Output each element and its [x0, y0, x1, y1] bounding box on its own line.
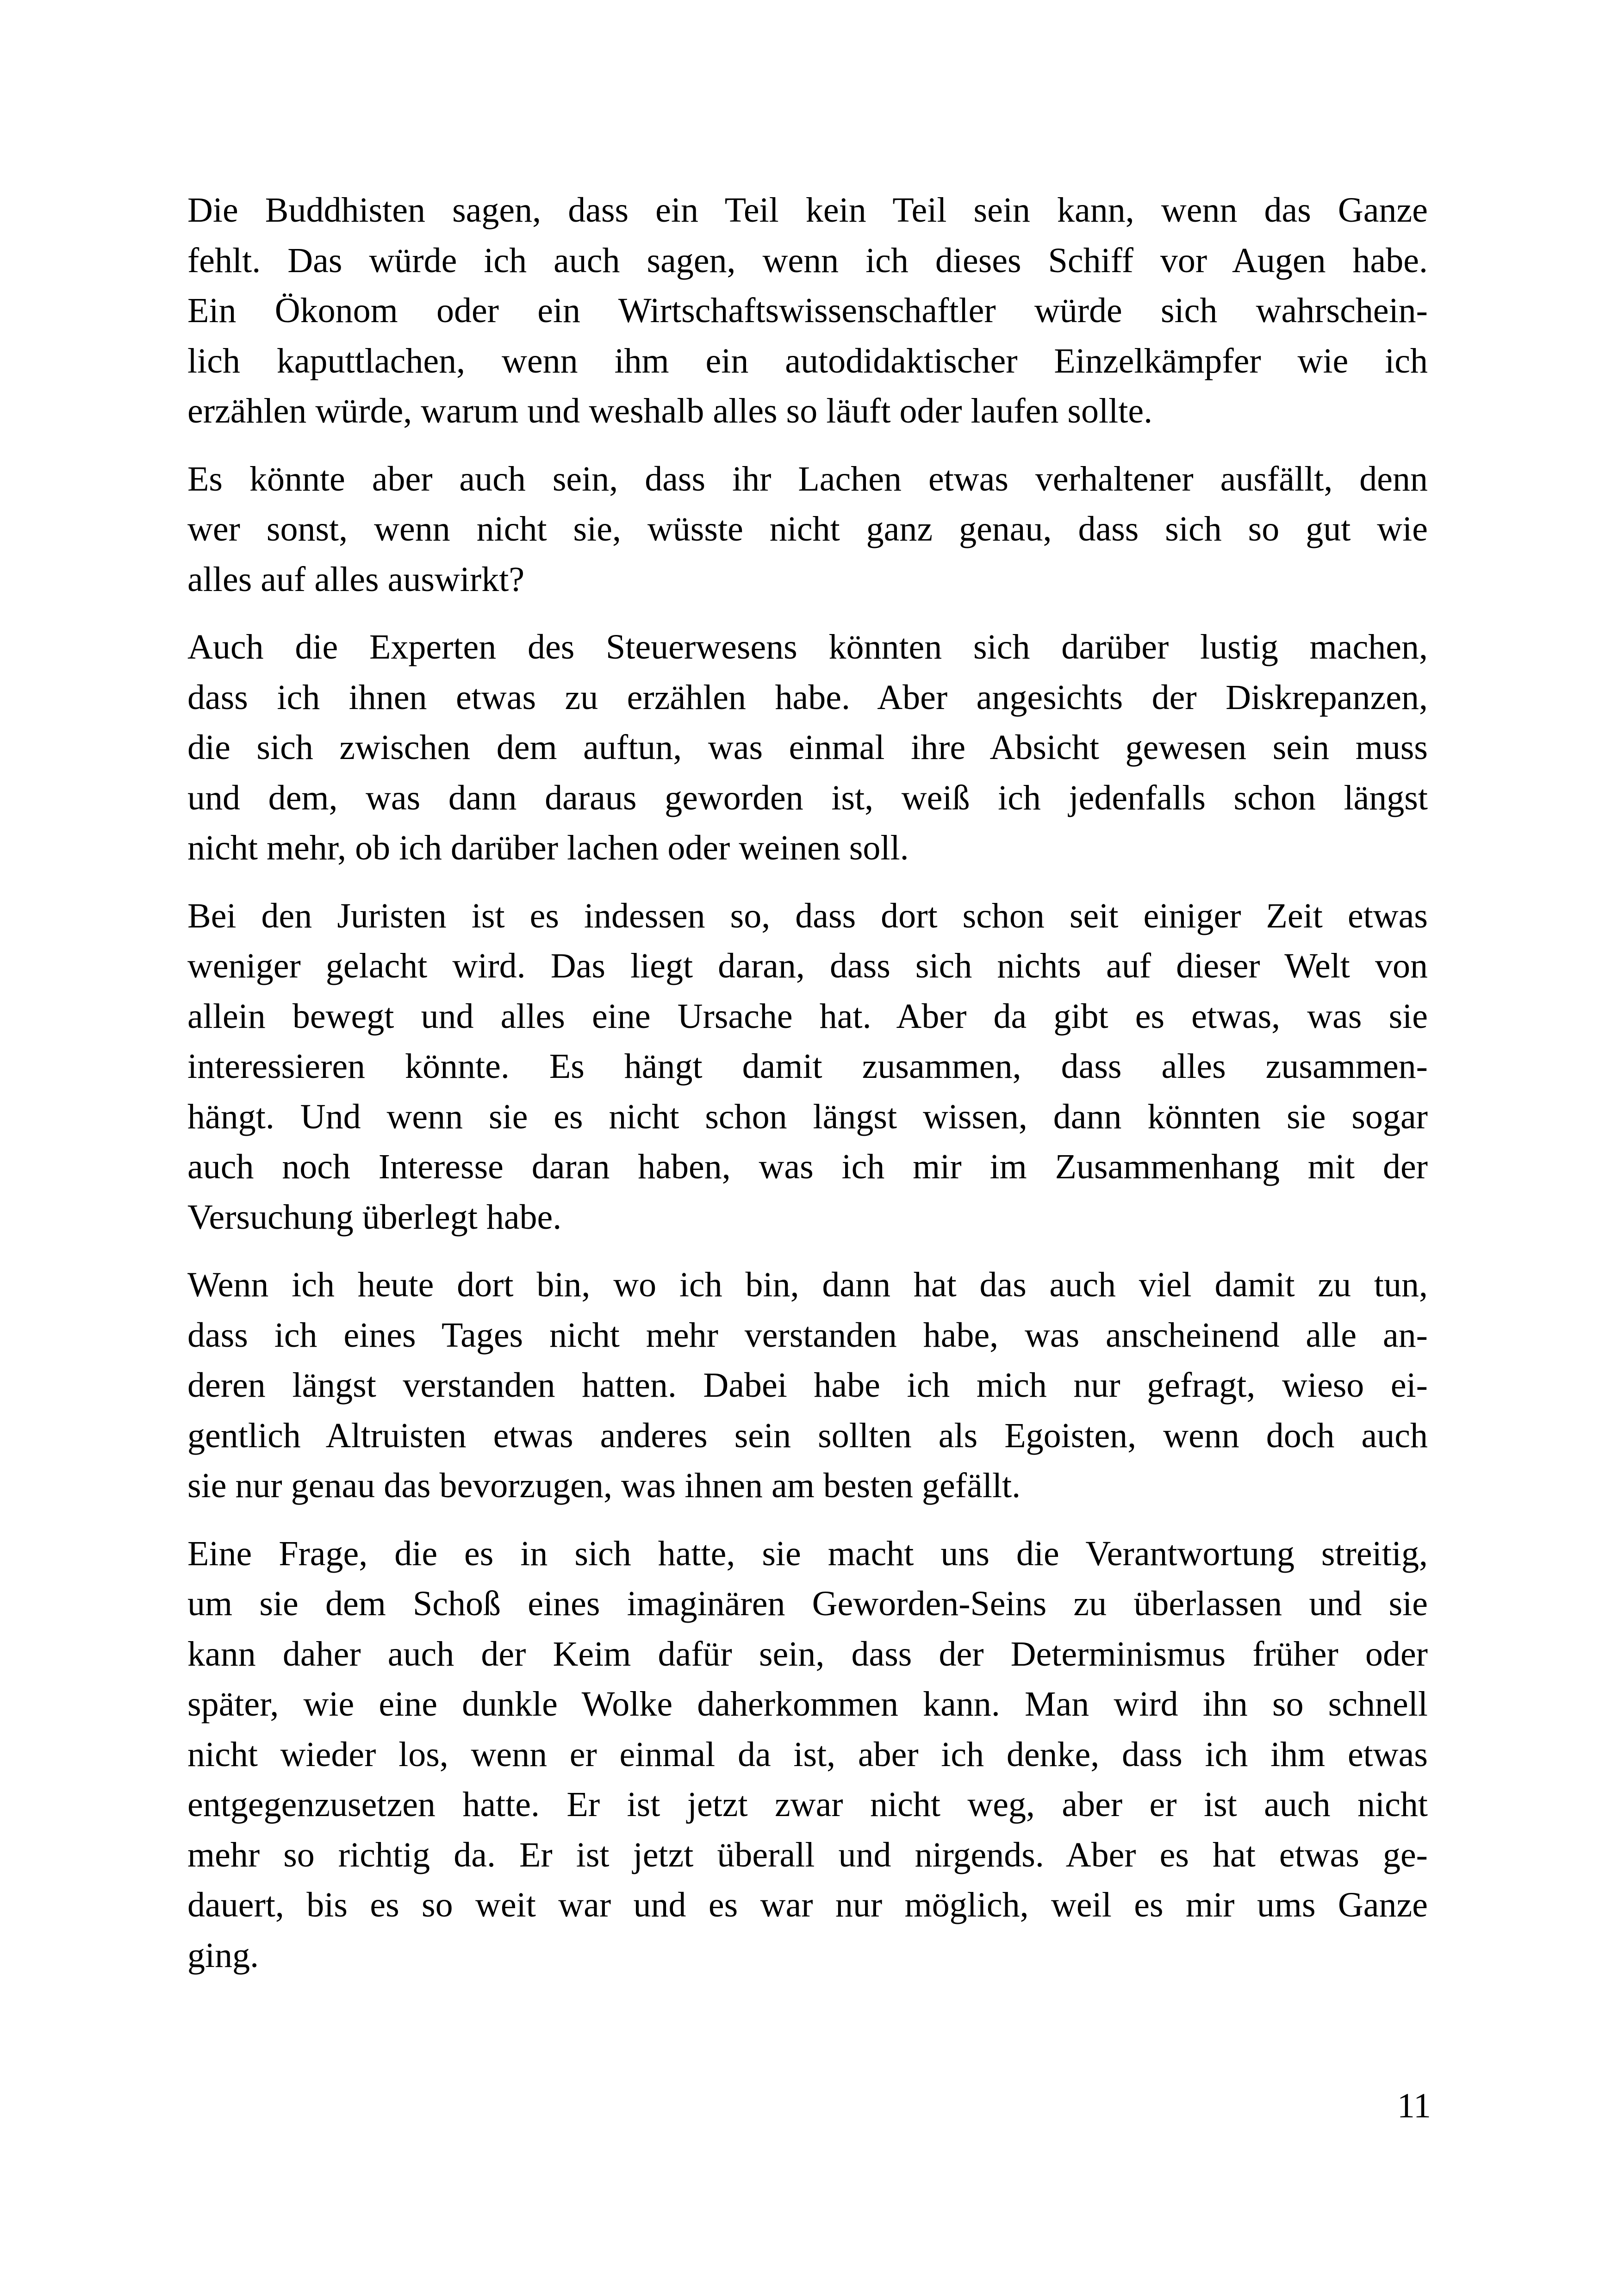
text-line: hängt. Und wenn sie es nicht schon längst wissen, dann könnten sie sogar	[187, 1097, 1428, 1136]
text-line: die sich zwischen dem auftun, was einmal ihre Absicht gewesen sein muss	[187, 728, 1428, 767]
text-line: interessieren könnte. Es hängt damit zusammen, dass alles zusammen-	[187, 1047, 1428, 1086]
text-line: Auch die Experten des Steuerwesens könnten sich darüber lustig machen,	[187, 628, 1428, 666]
text-line: Es könnte aber auch sein, dass ihr Lachen etwas verhaltener ausfällt, denn	[187, 459, 1428, 498]
text-line: dauert, bis es so weit war und es war nur möglich, weil es mir ums Ganze	[187, 1885, 1428, 1924]
paragraph-2	[187, 454, 1428, 605]
text-line: dass ich ihnen etwas zu erzählen habe. Aber angesichts der Diskrepanzen,	[187, 678, 1428, 717]
text-line: alles auf alles auswirkt?	[187, 560, 525, 599]
text-line: wer sonst, wenn nicht sie, wüsste nicht ganz genau, dass sich so gut wie	[187, 510, 1428, 548]
text-line: und dem, was dann daraus geworden ist, weiß ich jedenfalls schon längst	[187, 778, 1428, 817]
text-line: um sie dem Schoß eines imaginären Geworden-Seins zu überlassen und sie	[187, 1584, 1428, 1623]
text-line: sie nur genau das bevorzugen, was ihnen am besten gefällt.	[187, 1466, 1021, 1505]
page-number: 11	[1397, 2086, 1431, 2125]
text-line: ging.	[187, 1935, 259, 1975]
text-line: entgegenzusetzen hatte. Er ist jetzt zwar nicht weg, aber er ist auch nicht	[187, 1785, 1428, 1824]
text-line: allein bewegt und alles eine Ursache hat. Aber da gibt es etwas, was sie	[187, 996, 1428, 1036]
text-line: gentlich Altruisten etwas anderes sein sollten als Egoisten, wenn doch auch	[187, 1416, 1428, 1455]
paragraph-3	[187, 622, 1428, 873]
paragraph-5	[187, 1260, 1428, 1511]
text-line: Die Buddhisten sagen, dass ein Teil kein Teil sein kann, wenn das Ganze	[187, 191, 1428, 230]
text-line: später, wie eine dunkle Wolke daherkommen kann. Man wird ihn so schnell	[187, 1685, 1428, 1724]
text-line: weniger gelacht wird. Das liegt daran, dass sich nichts auf dieser Welt von	[187, 946, 1428, 985]
text-line: Versuchung überlegt habe.	[187, 1197, 562, 1237]
text-line: Ein Ökonom oder ein Wirtschaftswissenschaftler würde sich wahrschein-	[187, 291, 1428, 330]
text-line: Eine Frage, die es in sich hatte, sie macht uns die Verantwortung streitig,	[187, 1534, 1428, 1573]
text-line: deren längst verstanden hatten. Dabei habe ich mich nur gefragt, wieso ei-	[187, 1366, 1428, 1405]
text-line: Bei den Juristen ist es indessen so, dass dort schon seit einiger Zeit etwas	[187, 896, 1428, 935]
text-line: lich kaputtlachen, wenn ihm ein autodidaktischer Einzelkämpfer wie ich	[187, 341, 1428, 380]
body-text	[187, 185, 1428, 1998]
text-line: nicht mehr, ob ich darüber lachen oder weinen soll.	[187, 828, 909, 867]
text-line: dass ich eines Tages nicht mehr verstanden habe, was anscheinend alle an-	[187, 1315, 1428, 1355]
text-line: erzählen würde, warum und weshalb alles so läuft oder laufen sollte.	[187, 392, 1153, 430]
text-line: fehlt. Das würde ich auch sagen, wenn ich dieses Schiff vor Augen habe.	[187, 241, 1428, 280]
text-line: nicht wieder los, wenn er einmal da ist, aber ich denke, dass ich ihm etwas	[187, 1735, 1428, 1774]
paragraph-4	[187, 891, 1428, 1243]
text-line: mehr so richtig da. Er ist jetzt überall und nirgends. Aber es hat etwas ge-	[187, 1835, 1428, 1874]
paragraph-1	[187, 185, 1428, 436]
text-line: Wenn ich heute dort bin, wo ich bin, dann hat das auch viel damit zu tun,	[187, 1265, 1428, 1304]
text-line: kann daher auch der Keim dafür sein, dass der Determinismus früher oder	[187, 1634, 1428, 1674]
paragraph-6	[187, 1529, 1428, 1981]
text-line: auch noch Interesse daran haben, was ich mir im Zusammenhang mit der	[187, 1147, 1428, 1186]
